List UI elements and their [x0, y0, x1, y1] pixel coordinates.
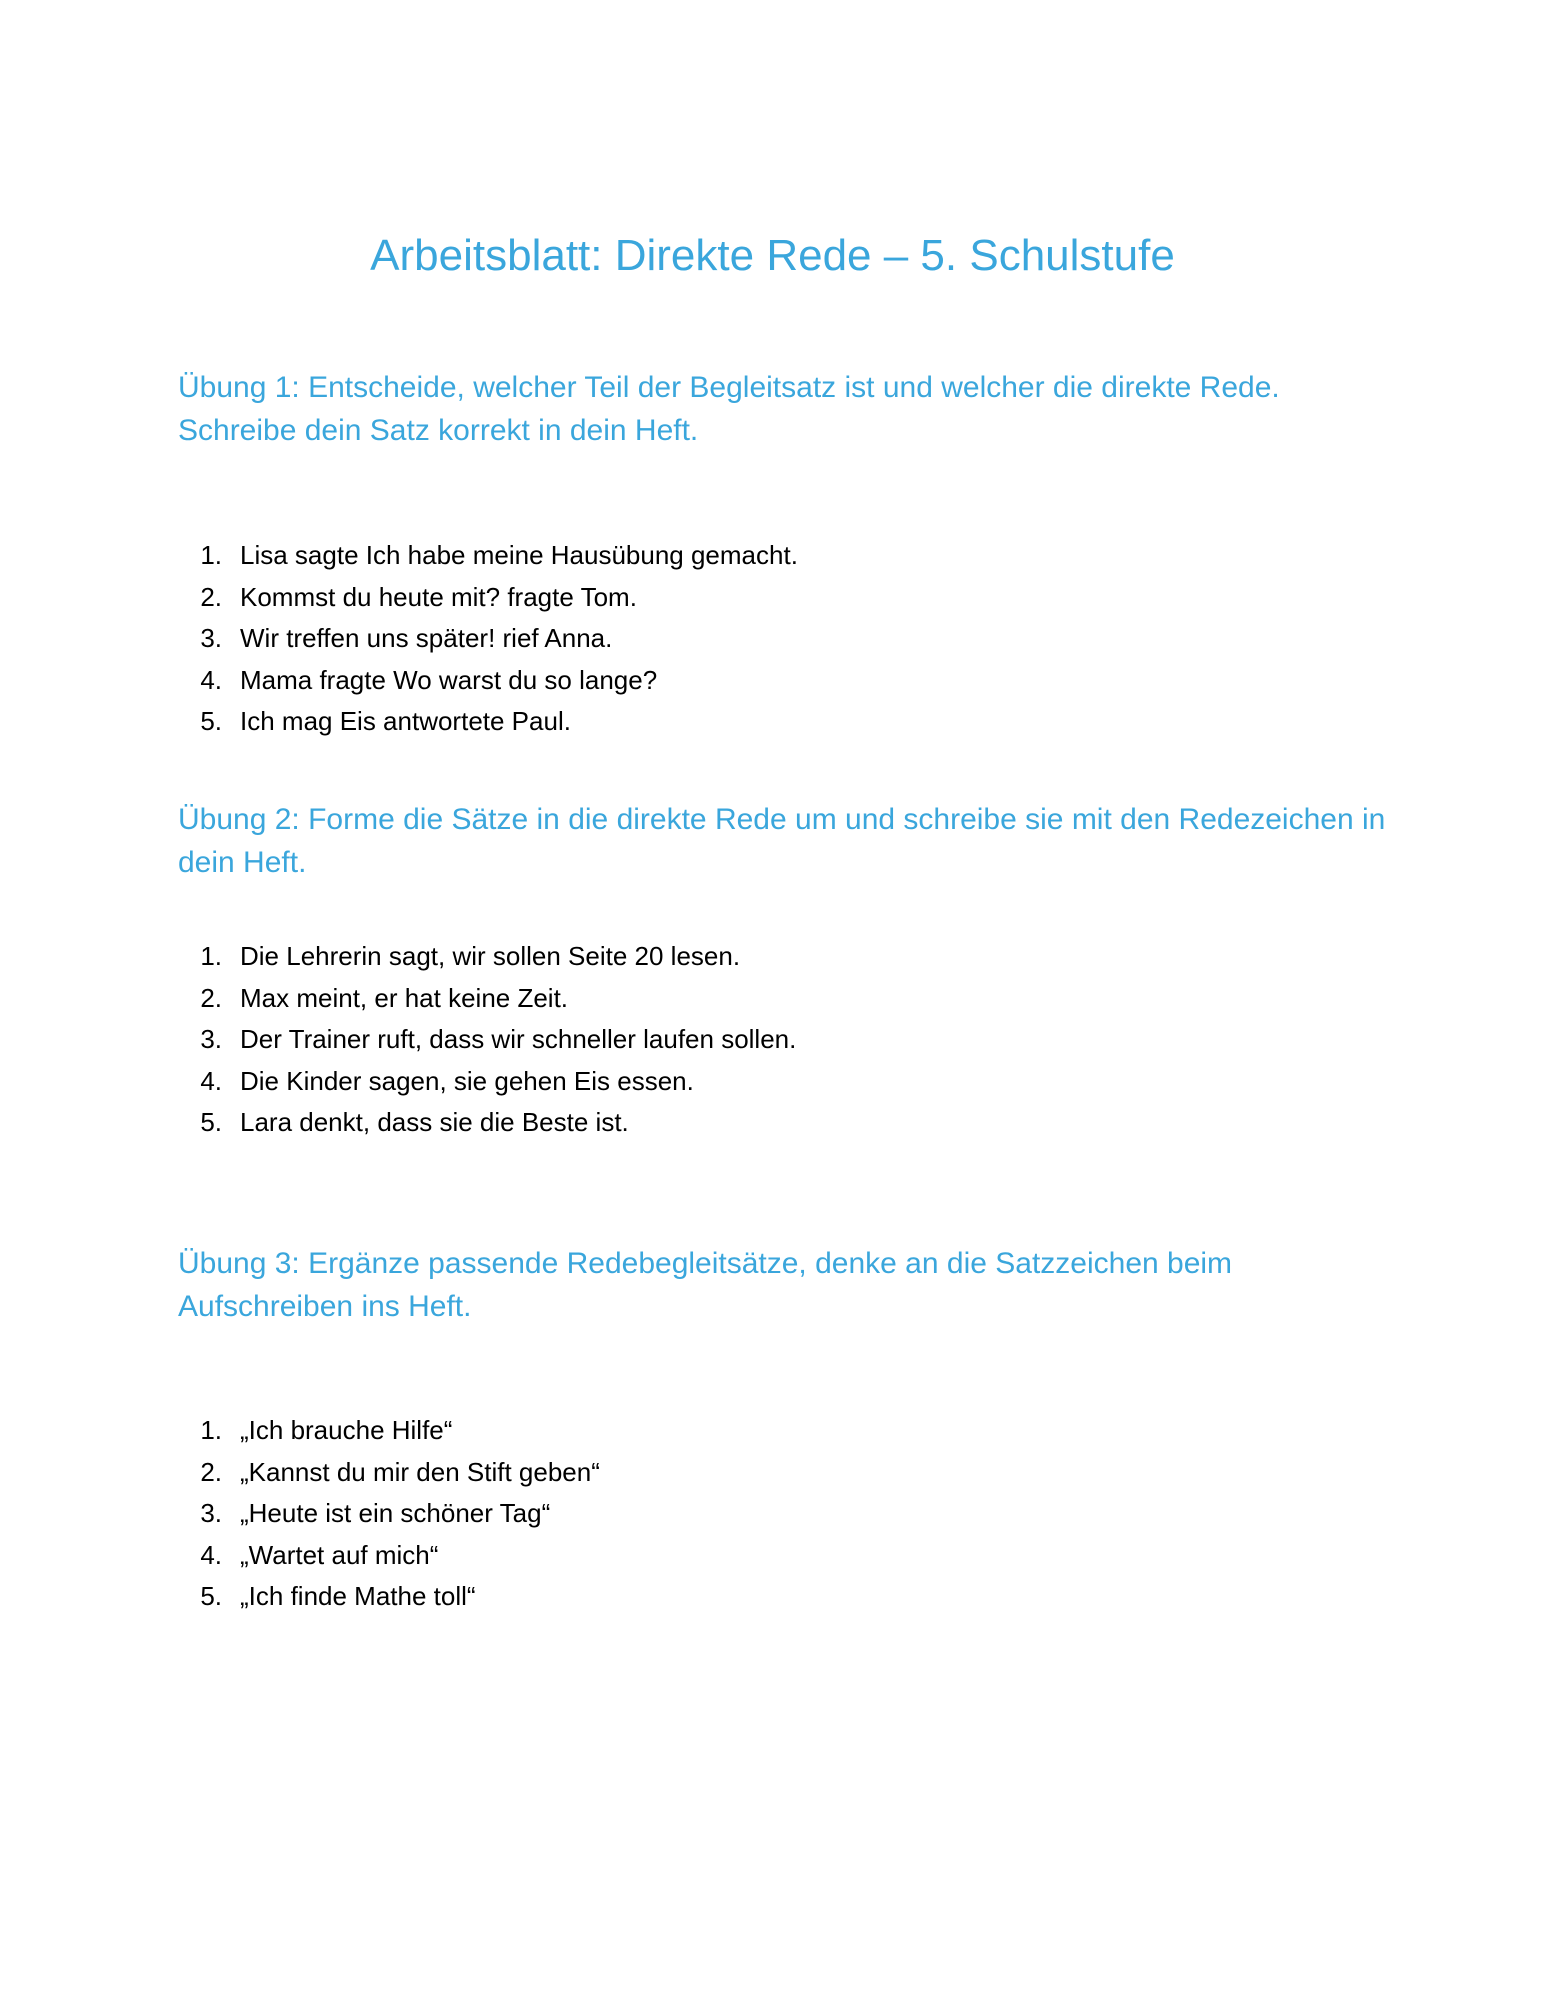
list-item-text: Die Lehrerin sagt, wir sollen Seite 20 lesen.	[240, 941, 741, 971]
list-item-text: „Ich finde Mathe toll“	[240, 1581, 476, 1611]
page-title: Arbeitsblatt: Direkte Rede – 5. Schulstufe	[370, 231, 1175, 280]
list-item-number: 4.	[200, 664, 222, 695]
exercise-2-heading: Übung 2: Forme die Sätze in die direkte Rede um und schreibe sie mit den Redezeichen in dein Heft.	[178, 803, 1386, 879]
list-item	[178, 618, 798, 660]
list-item-text: Wir treffen uns später! rief Anna.	[240, 623, 613, 653]
list-item-number: 1.	[200, 1415, 222, 1445]
list-item-number: 1.	[200, 540, 222, 570]
list-item-text: Die Kinder sagen, sie gehen Eis essen.	[240, 1065, 694, 1096]
list-item-number: 2.	[200, 581, 222, 612]
list-item	[178, 1535, 600, 1577]
exercise-2-list	[178, 936, 796, 1144]
list-item-number: 3.	[200, 1024, 222, 1054]
list-item-number: 1.	[200, 941, 222, 971]
list-item	[178, 1061, 796, 1103]
list-item-number: 3.	[200, 623, 222, 653]
list-item-number: 5.	[200, 1107, 222, 1137]
list-item-number: 4.	[200, 1065, 222, 1096]
list-item-number: 5.	[200, 706, 222, 736]
list-item	[178, 1452, 600, 1494]
list-item-number: 5.	[200, 1581, 222, 1611]
list-item	[178, 1493, 600, 1535]
exercise-3-list	[178, 1410, 600, 1618]
list-item-text: Ich mag Eis antwortete Paul.	[240, 706, 571, 736]
exercise-3-heading: Übung 3: Ergänze passende Redebegleitsätze, denke an die Satzzeichen beim Aufschreiben ins Heft.	[178, 1247, 1233, 1323]
list-item-number: 2.	[200, 1456, 222, 1487]
list-item	[178, 1410, 600, 1452]
list-item	[178, 701, 798, 743]
list-item-text: Max meint, er hat keine Zeit.	[240, 982, 569, 1013]
list-item-number: 4.	[200, 1539, 222, 1570]
list-item	[178, 936, 796, 978]
list-item-text: „Ich brauche Hilfe“	[240, 1415, 453, 1445]
list-item-text: Kommst du heute mit? fragte Tom.	[240, 581, 637, 612]
exercise-1-list	[178, 535, 798, 743]
list-item-text: Der Trainer ruft, dass wir schneller laufen sollen.	[240, 1024, 797, 1054]
list-item-text: Mama fragte Wo warst du so lange?	[240, 664, 658, 695]
list-item	[178, 978, 796, 1020]
list-item	[178, 577, 798, 619]
list-item-text: „Kannst du mir den Stift geben“	[240, 1456, 600, 1487]
list-item-text: Lisa sagte Ich habe meine Hausübung gemacht.	[240, 540, 798, 570]
list-item-text: Lara denkt, dass sie die Beste ist.	[240, 1107, 629, 1137]
list-item	[178, 1019, 796, 1061]
list-item	[178, 535, 798, 577]
list-item-text: „Wartet auf mich“	[240, 1539, 439, 1570]
exercise-1-heading: Übung 1: Entscheide, welcher Teil der Begleitsatz ist und welcher die direkte Rede. Schreibe dein Satz korrekt in dein Heft.	[178, 371, 1280, 447]
list-item	[178, 1576, 600, 1618]
list-item	[178, 1102, 796, 1144]
list-item-number: 2.	[200, 982, 222, 1013]
list-item-number: 3.	[200, 1498, 222, 1528]
list-item-text: „Heute ist ein schöner Tag“	[240, 1498, 551, 1528]
list-item	[178, 660, 798, 702]
